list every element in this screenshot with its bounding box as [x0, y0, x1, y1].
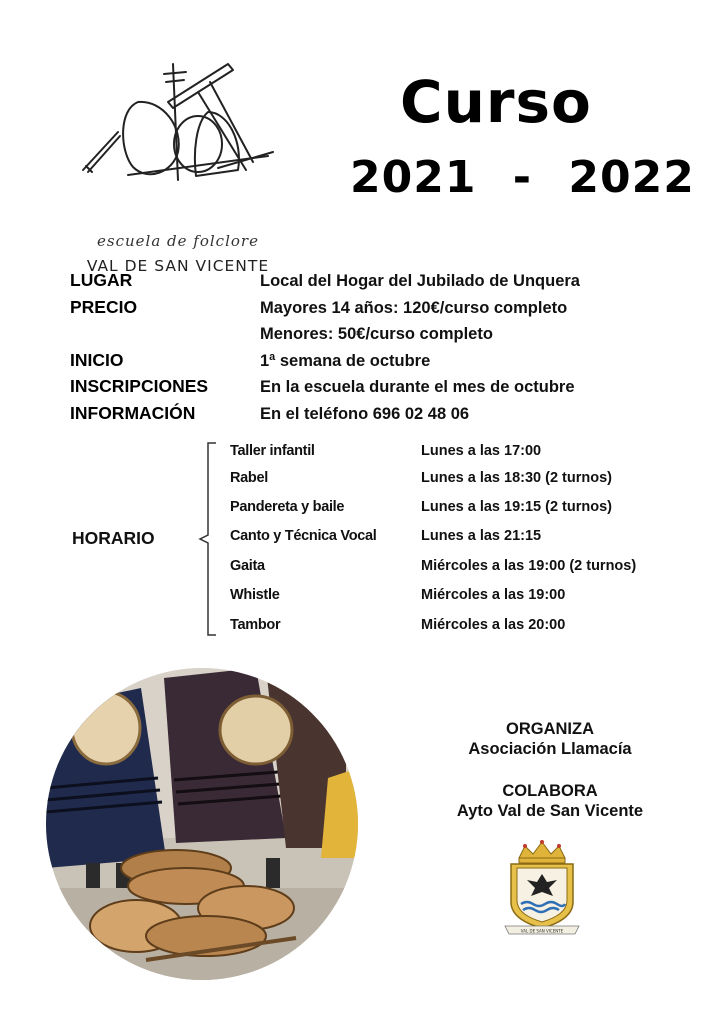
info-value-precio-mayores: Mayores 14 años: 120€/curso completo — [260, 299, 568, 317]
title-years: 2021 - 2022 — [350, 152, 695, 203]
colabora-name: Ayto Val de San Vicente — [456, 802, 644, 820]
schedule-item-name: Taller infantil — [230, 443, 315, 459]
info-label-informacion: INFORMACIÓN — [70, 403, 196, 423]
info-label-inicio: INICIO — [70, 350, 124, 370]
tambourines-photo — [46, 668, 358, 980]
organiza-heading: ORGANIZA — [506, 720, 594, 738]
horario-label: HORARIO — [72, 528, 155, 548]
municipal-coat-of-arms-icon — [503, 840, 581, 940]
schedule-item-time: Lunes a las 21:15 — [421, 528, 542, 544]
schedule-item-time: Miércoles a las 19:00 (2 turnos) — [421, 558, 637, 574]
schedule-item-name: Canto y Técnica Vocal — [230, 528, 377, 544]
schedule-item-time: Miércoles a las 20:00 — [421, 617, 566, 633]
info-value-lugar: Local del Hogar del Jubilado de Unquera — [260, 272, 580, 290]
schedule-item-time: Lunes a las 18:30 (2 turnos) — [421, 470, 612, 486]
school-logo — [78, 52, 278, 275]
organiza-name: Asociación Llamacía — [468, 740, 632, 758]
schedule-item-time: Miércoles a las 19:00 — [421, 587, 566, 603]
info-value-inicio: 1ª semana de octubre — [260, 352, 431, 370]
info-value-inscripciones: En la escuela durante el mes de octubre — [260, 378, 575, 396]
schedule-item-name: Whistle — [230, 587, 280, 603]
schedule-item-name: Pandereta y baile — [230, 499, 345, 515]
logo-script-text: escuela de folclore — [97, 232, 259, 250]
info-label-inscripciones: INSCRIPCIONES — [70, 376, 209, 396]
info-value-informacion: En el teléfono 696 02 48 06 — [260, 405, 470, 423]
schedule-item-time: Lunes a las 17:00 — [421, 443, 542, 459]
schedule-item-name: Tambor — [230, 617, 281, 633]
schedule-item-time: Lunes a las 19:15 (2 turnos) — [421, 499, 612, 515]
crest-ribbon-text: VAL DE SAN VICENTE — [520, 928, 564, 934]
schedule-item-name: Gaita — [230, 558, 265, 574]
info-value-precio-menores: Menores: 50€/curso completo — [260, 325, 493, 343]
info-label-precio: PRECIO — [70, 297, 138, 317]
logo-name-text: VAL DE SAN VICENTE — [86, 257, 270, 275]
title-curso: Curso — [400, 68, 592, 136]
info-label-lugar: LUGAR — [70, 270, 133, 290]
colabora-heading: COLABORA — [502, 782, 598, 800]
schedule-bracket — [198, 441, 220, 637]
folk-instruments-logo — [78, 52, 278, 227]
schedule-item-name: Rabel — [230, 470, 268, 486]
